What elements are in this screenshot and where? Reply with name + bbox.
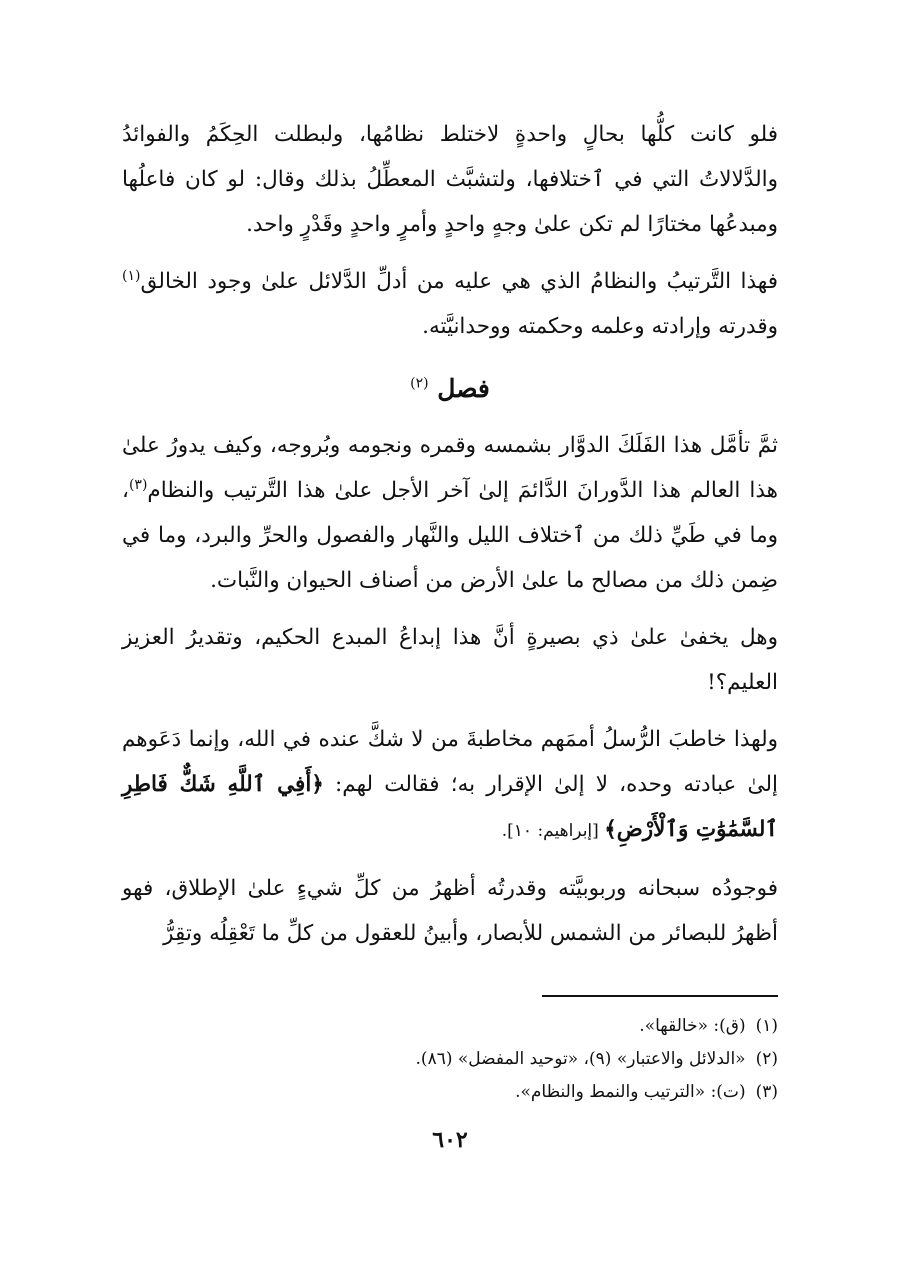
paragraph-1: فلو كانت كلُّها بحالٍ واحدةٍ لاختلط نظامُها، ولبطلت الحِكَمُ والفوائدُ والدَّلالاتُ التي في ٱختلافها، ولتشبَّث المعطِّلُ بذلك وقال: لو كان فاعلُها ومبدعُها مختارًا لم تكن علىٰ وجهٍ واحدٍ وأمرٍ واحدٍ وقَدْرٍ واحد.	[122, 122, 778, 237]
paragraph-2-text-end: وقدرته وإرادته وعلمه وحكمته ووحدانيَّته.	[422, 314, 778, 339]
paragraph-5-text: ولهذا خاطبَ الرُّسلُ أممَهم مخاطبةَ من لا شكَّ عنده في الله، وإنما دَعَوهم إلىٰ عبادته وحده، لا إلىٰ الإقرار به؛ فقالت لهم:	[122, 727, 778, 797]
paragraph-6: فوجودُه سبحانه وربوبيَّته وقدرتُه أظهرُ من كلِّ شيءٍ علىٰ الإطلاق، فهو أظهرُ للبصائر من الشمس للأبصار، وأبينُ للعقول من كلِّ ما تَعْقِلُه وتقِرُّ	[122, 876, 778, 946]
paragraph-5	[122, 717, 778, 854]
section-heading	[122, 367, 778, 411]
footnote-1-text: (ق): «خالقها».	[639, 1016, 746, 1036]
footnote-1-number: (١)	[755, 1016, 778, 1036]
footnote-2	[122, 1043, 778, 1076]
paragraph-4: وهل يخفىٰ علىٰ ذي بصيرةٍ أنَّ هذا إبداعُ المبدع الحكيم، وتقديرُ العزيز العليم؟!	[122, 625, 778, 695]
paragraph-3-text: ثمَّ تأمَّل هذا الفَلَكَ الدوَّار بشمسه وقمره ونجومه وبُروجه، وكيف يدورُ علىٰ هذا العالم هذا الدَّورانَ الدَّائمَ إلىٰ آخر الأجل علىٰ هذا التَّرتيب والنظام	[122, 433, 778, 503]
quran-quote: ﴿أَفِي ٱللَّهِ شَكٌّ فَاطِرِ ٱلسَّمَٰوَٰتِ وَٱلْأَرْضِ﴾	[122, 772, 778, 842]
paragraph-3-text-end: ، وما في طَيِّ ذلك من ٱختلاف الليل والنَّهار والفصول والحرِّ والبرد، وما في ضِمن ذلك من مصالح ما علىٰ الأرض من أصناف الحيوان والنَّبات.	[122, 478, 778, 593]
footnote-3-number: (٣)	[755, 1082, 778, 1102]
paragraph-2-text: فهذا التَّرتيبُ والنظامُ الذي هي عليه من أدلِّ الدَّلائل علىٰ وجود الخالق	[140, 269, 778, 294]
section-heading-text: فصل	[437, 374, 490, 403]
quran-reference: [إبراهيم: ١٠].	[501, 821, 605, 841]
footnote-2-number: (٢)	[755, 1049, 778, 1069]
footnotes	[122, 1010, 778, 1109]
footnote-marker-1[interactable]: (١)	[122, 267, 141, 284]
footnote-3-text: (ت): «الترتيب والنمط والنظام».	[515, 1082, 746, 1102]
footnote-marker-3[interactable]: (٣)	[128, 476, 148, 493]
footnote-3	[122, 1076, 778, 1109]
footnote-2-text: «الدلائل والاعتبار» (٩)، «توحيد المفضل» (٨٦).	[415, 1049, 746, 1069]
footnote-marker-2[interactable]: (٢)	[410, 375, 429, 392]
paragraph-3	[122, 423, 778, 603]
page-number: ٦٠٢	[432, 1127, 468, 1153]
footnote-divider	[542, 995, 778, 997]
main-text	[122, 112, 778, 956]
paragraph-2	[122, 259, 778, 349]
footnote-1	[122, 1010, 778, 1043]
